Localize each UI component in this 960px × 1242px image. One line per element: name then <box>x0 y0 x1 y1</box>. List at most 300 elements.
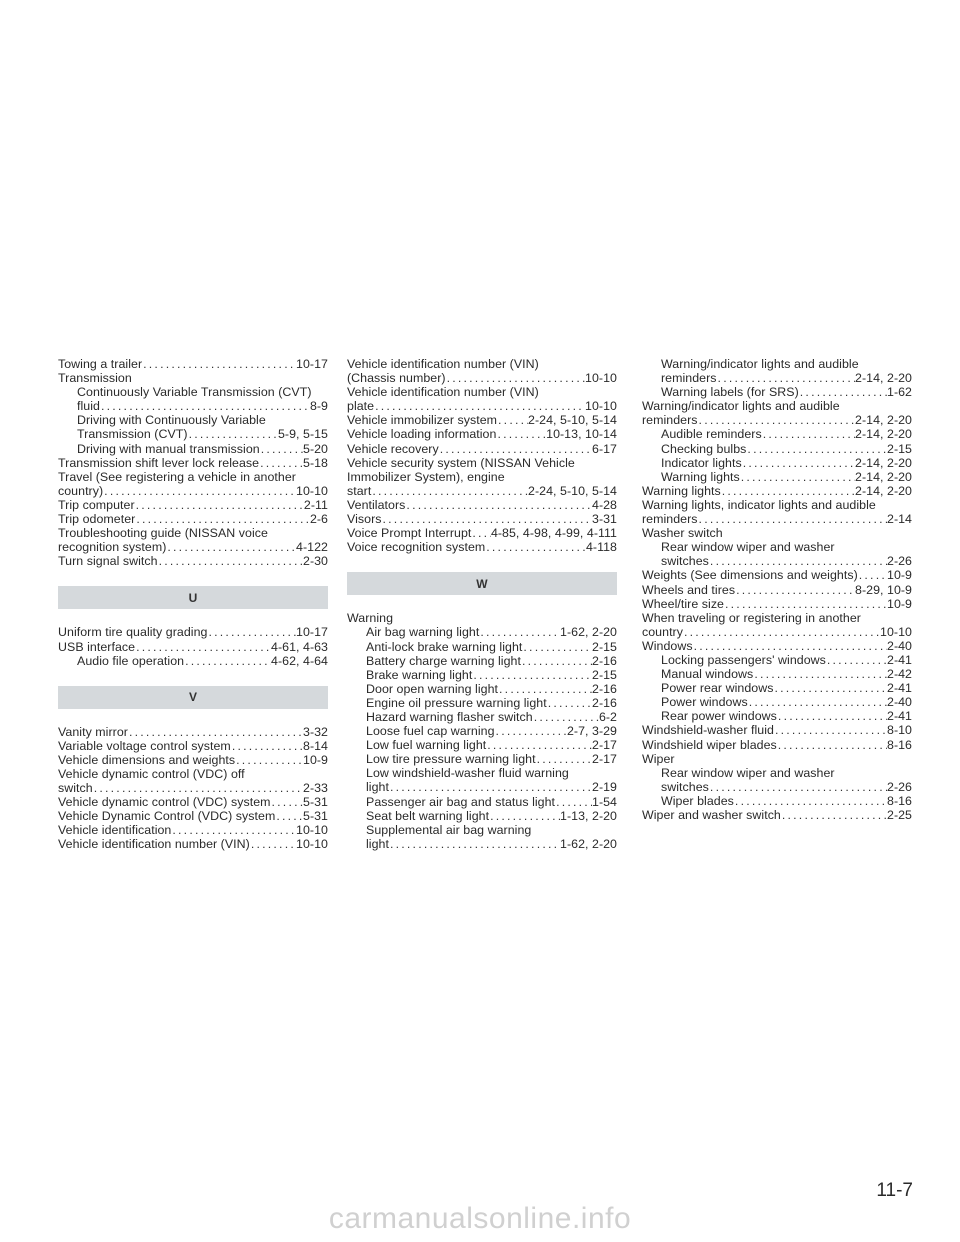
page-reference: 1-62, 2-20 <box>560 625 617 640</box>
page-reference: 10-10 <box>296 823 328 838</box>
index-entry <box>642 639 912 653</box>
entry-text: plate <box>347 399 375 414</box>
index-entry <box>58 540 328 554</box>
dot-leader <box>522 640 592 654</box>
dot-leader <box>740 470 855 484</box>
entry-text: Audible reminders <box>661 427 762 442</box>
dot-leader <box>188 427 278 441</box>
index-subentry <box>58 385 328 399</box>
dot-leader <box>536 752 592 766</box>
page-reference: 4-122 <box>296 540 328 555</box>
index-entry <box>347 442 617 456</box>
index-subentry <box>58 399 328 413</box>
entry-text: Vehicle dynamic control (VDC) off <box>58 766 245 781</box>
entry-text: Power rear windows <box>661 681 774 696</box>
dot-leader <box>371 484 528 498</box>
entry-text: Wiper and washer switch <box>642 808 781 822</box>
index-entry <box>58 357 328 371</box>
page-reference: 2-15 <box>592 667 617 682</box>
index-entry <box>58 554 328 568</box>
page-reference: 4-28 <box>592 497 617 512</box>
index-subentry <box>347 696 617 710</box>
dot-leader <box>275 809 303 823</box>
entry-text: reminders <box>642 512 698 527</box>
page-reference: 10-9 <box>303 752 328 767</box>
watermark: carmanualsonline.info <box>328 1202 632 1235</box>
page-reference: 8-29, 10-9 <box>855 582 912 597</box>
index-entry <box>58 484 328 498</box>
entry-text: fluid <box>77 399 100 414</box>
entry-text: Warning <box>347 611 394 626</box>
dot-leader <box>489 809 560 823</box>
dot-leader <box>135 512 310 526</box>
index-entry <box>347 611 617 625</box>
page-reference: 5-31 <box>303 795 328 810</box>
index-entry <box>642 583 912 597</box>
dot-leader <box>555 795 592 809</box>
entry-text: reminders <box>661 371 717 386</box>
page-reference: 2-42 <box>887 667 912 682</box>
index-entry <box>58 456 328 470</box>
index-entry <box>347 427 617 441</box>
dot-leader <box>128 725 303 739</box>
page-reference: 3-32 <box>303 724 328 739</box>
entry-text: Supplemental air bag warning <box>366 822 532 837</box>
entry-text: Rear power windows <box>661 709 777 724</box>
dot-leader <box>709 554 887 568</box>
index-entry <box>347 498 617 512</box>
entry-text: Low windshield-washer fluid warning <box>366 766 569 781</box>
page-reference: 5-18 <box>303 455 328 470</box>
entry-text: Uniform tire quality grading <box>58 625 208 640</box>
page-reference: 2-16 <box>592 695 617 710</box>
page-reference: 1-62 <box>887 385 912 400</box>
entry-text: Immobilizer System), engine <box>347 469 505 484</box>
index-subentry <box>347 625 617 639</box>
page-reference: 5-31 <box>303 809 328 824</box>
entry-text: Ventilators <box>347 497 406 512</box>
entry-text: Air bag warning light <box>366 625 480 640</box>
entry-text: Checking bulbs <box>661 441 747 456</box>
page-reference: 10-10 <box>296 483 328 498</box>
entry-text: Rear window wiper and washer <box>661 765 835 780</box>
section-header: W <box>347 572 617 595</box>
entry-text: Turn signal switch <box>58 554 158 569</box>
entry-text: Warning lights <box>661 469 740 484</box>
dot-leader <box>235 753 303 767</box>
page-reference: 2-19 <box>592 780 617 795</box>
page-reference: 2-40 <box>887 638 912 653</box>
page-reference: 10-17 <box>296 625 328 640</box>
index-entry <box>642 625 912 639</box>
dot-leader <box>734 794 887 808</box>
entry-text: Driving with Continuously Variable <box>77 413 266 428</box>
page-reference: 2-24, 5-10, 5-14 <box>528 413 617 428</box>
index-column-2 <box>347 357 617 851</box>
page-reference: 5-9, 5-15 <box>277 427 328 442</box>
index-entry <box>58 823 328 837</box>
index-entry <box>347 456 617 470</box>
dot-leader <box>135 640 271 654</box>
page-reference: 2-15 <box>592 639 617 654</box>
index-subentry <box>347 710 617 724</box>
index-subentry <box>347 823 617 837</box>
entry-text: Wiper <box>642 751 675 766</box>
dot-leader <box>259 456 303 470</box>
page-reference: 2-25 <box>887 808 912 822</box>
index-entry <box>642 808 912 822</box>
entry-text: USB interface <box>58 639 136 654</box>
dot-leader <box>389 837 560 851</box>
index-entry <box>58 809 328 823</box>
index-subentry <box>642 385 912 399</box>
dot-leader <box>799 385 887 399</box>
entry-text: Passenger air bag and status light <box>366 794 556 809</box>
dot-leader <box>439 442 592 456</box>
page-reference: 2-14, 2-20 <box>855 427 912 442</box>
entry-text: Vehicle dimensions and weights <box>58 752 236 767</box>
index-subentry <box>347 682 617 696</box>
entry-text: Continuously Variable Transmission (CVT) <box>77 385 312 400</box>
dot-leader <box>405 498 592 512</box>
index-column-3 <box>642 357 912 822</box>
index-entry <box>347 385 617 399</box>
dot-leader <box>721 484 855 498</box>
dot-leader <box>250 837 296 851</box>
entry-text: country <box>642 624 683 639</box>
page-reference: 8-14 <box>303 738 328 753</box>
dot-leader <box>446 371 585 385</box>
entry-text: Transmission (CVT) <box>77 427 188 442</box>
entry-text: light <box>366 836 389 851</box>
page-reference: 2-26 <box>887 779 912 794</box>
entry-text: Vehicle identification number (VIN) <box>347 385 539 400</box>
index-entry <box>347 413 617 427</box>
entry-text: Voice Prompt Interrupt <box>347 526 472 541</box>
dot-leader <box>498 682 592 696</box>
entry-text: Engine oil pressure warning light <box>366 695 547 710</box>
page-reference: 4-85, 4-98, 4-99, 4-111 <box>490 526 617 541</box>
dot-leader <box>100 399 310 413</box>
page-reference: 2-33 <box>303 781 328 796</box>
dot-leader <box>485 540 586 554</box>
index-subentry <box>347 640 617 654</box>
index-entry <box>642 399 912 413</box>
entry-text: Vehicle Dynamic Control (VDC) system <box>58 809 276 824</box>
index-entry <box>58 739 328 753</box>
entry-text: Manual windows <box>661 667 754 682</box>
dot-leader <box>496 427 546 441</box>
page-reference: 2-40 <box>887 695 912 710</box>
entry-text: Warning labels (for SRS) <box>661 385 799 400</box>
page-reference: 10-9 <box>887 568 912 583</box>
dot-leader <box>698 512 887 526</box>
index-subentry <box>347 766 617 780</box>
index-entry <box>347 540 617 554</box>
page-reference: 2-7, 3-29 <box>566 724 617 739</box>
dot-leader <box>709 780 887 794</box>
entry-text: Rear window wiper and washer <box>661 540 835 555</box>
entry-text: Seat belt warning light <box>366 808 490 823</box>
page-reference: 8-16 <box>887 793 912 808</box>
index-entry <box>347 526 617 540</box>
dot-leader <box>166 540 296 554</box>
page-reference: 10-13, 10-14 <box>546 427 617 442</box>
entry-text: Locking passengers' windows <box>661 652 826 667</box>
index-entry <box>58 512 328 526</box>
dot-leader <box>382 512 592 526</box>
page-reference: 1-54 <box>592 794 617 809</box>
index-entry <box>58 795 328 809</box>
dot-leader <box>774 723 887 737</box>
entry-text: Warning lights, indicator lights and audible <box>642 497 876 512</box>
dot-leader <box>495 724 567 738</box>
index-subentry <box>347 668 617 682</box>
index-subentry <box>642 540 912 554</box>
entry-text: switches <box>661 779 709 794</box>
dot-leader <box>781 808 887 822</box>
entry-text: Variable voltage control system <box>58 738 231 753</box>
index-entry <box>58 725 328 739</box>
index-entry <box>58 640 328 654</box>
index-subentry <box>642 427 912 441</box>
page-reference: 2-14, 2-20 <box>855 483 912 498</box>
index-entry <box>347 371 617 385</box>
page-reference: 2-16 <box>592 681 617 696</box>
entry-text: switches <box>661 554 709 569</box>
entry-text: Anti-lock brake warning light <box>366 639 523 654</box>
index-entry <box>642 723 912 737</box>
dot-leader <box>103 484 296 498</box>
page-reference: 8-9 <box>309 399 328 414</box>
index-subentry <box>642 357 912 371</box>
index-subentry <box>347 724 617 738</box>
entry-text: reminders <box>642 413 698 428</box>
index-entry <box>58 625 328 639</box>
page-reference: 2-17 <box>592 738 617 753</box>
dot-leader <box>207 625 296 639</box>
dot-leader <box>271 795 303 809</box>
page-reference: 2-14, 2-20 <box>855 371 912 386</box>
index-subentry <box>58 427 328 441</box>
index-subentry <box>347 780 617 794</box>
dot-leader <box>184 654 271 668</box>
dot-leader <box>683 625 880 639</box>
index-entry <box>58 526 328 540</box>
entry-text: Windshield-washer fluid <box>642 723 774 738</box>
dot-leader <box>777 738 887 752</box>
entry-text: light <box>366 780 389 795</box>
page-reference: 10-10 <box>296 837 328 852</box>
index-subentry <box>642 695 912 709</box>
index-entry <box>642 413 912 427</box>
dot-leader <box>479 625 560 639</box>
index-subentry <box>642 456 912 470</box>
section-header: U <box>58 586 328 609</box>
index-subentry <box>58 413 328 427</box>
entry-text: Vanity mirror <box>58 724 128 739</box>
entry-text: Power windows <box>661 695 748 710</box>
index-subentry <box>642 766 912 780</box>
page-reference: 2-41 <box>887 652 912 667</box>
index-entry <box>347 399 617 413</box>
index-subentry <box>347 809 617 823</box>
entry-text: Transmission <box>58 371 132 386</box>
entry-text: Visors <box>347 512 382 527</box>
index-entry <box>347 470 617 484</box>
entry-text: Battery charge warning light <box>366 653 521 668</box>
entry-text: Vehicle recovery <box>347 441 439 456</box>
entry-text: country) <box>58 483 104 498</box>
page-reference: 10-9 <box>887 596 912 611</box>
dot-leader <box>171 823 296 837</box>
index-entry <box>58 753 328 767</box>
index-subentry <box>347 752 617 766</box>
page-reference: 4-61, 4-63 <box>271 639 328 654</box>
dot-leader <box>742 456 855 470</box>
page-reference: 2-41 <box>887 709 912 724</box>
index-entry <box>642 526 912 540</box>
page-reference: 2-15 <box>887 441 912 456</box>
page-reference: 4-62, 4-64 <box>271 653 328 668</box>
entry-text: Audio file operation <box>77 653 185 668</box>
index-subentry <box>347 795 617 809</box>
dot-leader <box>826 653 887 667</box>
index-subentry <box>347 837 617 851</box>
page-reference: 2-24, 5-10, 5-14 <box>528 483 617 498</box>
page-reference: 2-14 <box>887 512 912 527</box>
entry-text: Vehicle identification number (VIN) <box>347 357 539 371</box>
dot-leader <box>762 427 855 441</box>
index-entry <box>58 371 328 385</box>
index-subentry <box>347 654 617 668</box>
index-subentry <box>58 442 328 456</box>
dot-leader <box>717 371 855 385</box>
entry-text: Transmission shift lever lock release <box>58 455 260 470</box>
dot-leader <box>698 413 855 427</box>
dot-leader <box>858 568 887 582</box>
index-subentry <box>58 654 328 668</box>
entry-text: Vehicle identification number (VIN) <box>58 837 250 852</box>
index-entry <box>642 738 912 752</box>
dot-leader <box>746 442 887 456</box>
index-subentry <box>642 681 912 695</box>
dot-leader <box>724 597 887 611</box>
dot-leader <box>777 709 887 723</box>
index-subentry <box>642 780 912 794</box>
page-reference: 2-14, 2-20 <box>855 455 912 470</box>
page-reference: 10-17 <box>296 357 328 371</box>
page-reference: 1-13, 2-20 <box>560 808 617 823</box>
entry-text: Towing a trailer <box>58 357 143 371</box>
dot-leader <box>260 442 303 456</box>
page-reference: 10-10 <box>880 624 912 639</box>
entry-text: Windows <box>642 638 693 653</box>
entry-text: Wiper blades <box>661 793 734 808</box>
entry-text: Brake warning light <box>366 667 473 682</box>
entry-text: Door open warning light <box>366 681 499 696</box>
page-reference: 6-17 <box>592 441 617 456</box>
index-subentry <box>642 794 912 808</box>
entry-text: Trip computer <box>58 497 135 512</box>
index-subentry <box>347 738 617 752</box>
page-reference: 2-17 <box>592 752 617 767</box>
entry-text: Wheel/tire size <box>642 596 725 611</box>
dot-leader <box>547 696 592 710</box>
page-reference: 5-20 <box>303 441 328 456</box>
dot-leader <box>158 554 303 568</box>
entry-text: Washer switch <box>642 526 723 541</box>
page-reference: 2-41 <box>887 681 912 696</box>
entry-text: Trip odometer <box>58 512 136 527</box>
dot-leader <box>471 526 491 540</box>
entry-text: recognition system) <box>58 540 167 555</box>
entry-text: Vehicle dynamic control (VDC) system <box>58 795 271 810</box>
index-entry <box>347 484 617 498</box>
index-subentry <box>642 470 912 484</box>
page-reference: 8-16 <box>887 737 912 752</box>
entry-text: Wheels and tires <box>642 582 736 597</box>
dot-leader <box>472 668 592 682</box>
page-reference: 2-16 <box>592 653 617 668</box>
entry-text: Loose fuel cap warning <box>366 724 495 739</box>
page-reference: 8-10 <box>887 723 912 738</box>
entry-text: Low tire pressure warning light <box>366 752 536 767</box>
page-reference: 2-14, 2-20 <box>855 469 912 484</box>
entry-text: Warning/indicator lights and audible <box>661 357 859 371</box>
index-entry <box>642 752 912 766</box>
entry-text: When traveling or registering in another <box>642 610 861 625</box>
index-entry <box>642 498 912 512</box>
index-subentry <box>642 442 912 456</box>
entry-text: Vehicle loading information <box>347 427 497 442</box>
index-subentry <box>642 653 912 667</box>
entry-text: start <box>347 483 372 498</box>
page-reference: 4-118 <box>585 540 617 555</box>
index-entry <box>58 470 328 484</box>
index-entry <box>642 597 912 611</box>
dot-leader <box>374 399 585 413</box>
index-column-1 <box>58 357 328 852</box>
page-reference: 2-30 <box>303 554 328 569</box>
dot-leader <box>735 583 855 597</box>
entry-text: Warning lights <box>642 483 721 498</box>
entry-text: Vehicle identification <box>58 823 172 838</box>
page-reference: 2-6 <box>309 512 328 527</box>
page-reference: 10-10 <box>585 371 617 386</box>
index-entry <box>347 357 617 371</box>
dot-leader <box>486 738 592 752</box>
index-entry <box>642 611 912 625</box>
index-entry <box>58 767 328 781</box>
index-entry <box>58 837 328 851</box>
dot-leader <box>753 667 887 681</box>
page-reference: 3-31 <box>592 512 617 527</box>
entry-text: Voice recognition system <box>347 540 486 555</box>
index-entry <box>642 512 912 526</box>
entry-text: Hazard warning flasher switch <box>366 709 533 724</box>
index-subentry <box>642 667 912 681</box>
page-reference: 10-10 <box>585 399 617 414</box>
entry-text: Troubleshooting guide (NISSAN voice <box>58 526 268 541</box>
entry-text: Vehicle security system (NISSAN Vehicle <box>347 455 575 470</box>
entry-text: Travel (See registering a vehicle in another <box>58 469 296 484</box>
entry-text: Low fuel warning light <box>366 738 487 753</box>
index-subentry <box>642 554 912 568</box>
dot-leader <box>231 739 303 753</box>
page-reference: 2-14, 2-20 <box>855 413 912 428</box>
index-entry <box>58 781 328 795</box>
